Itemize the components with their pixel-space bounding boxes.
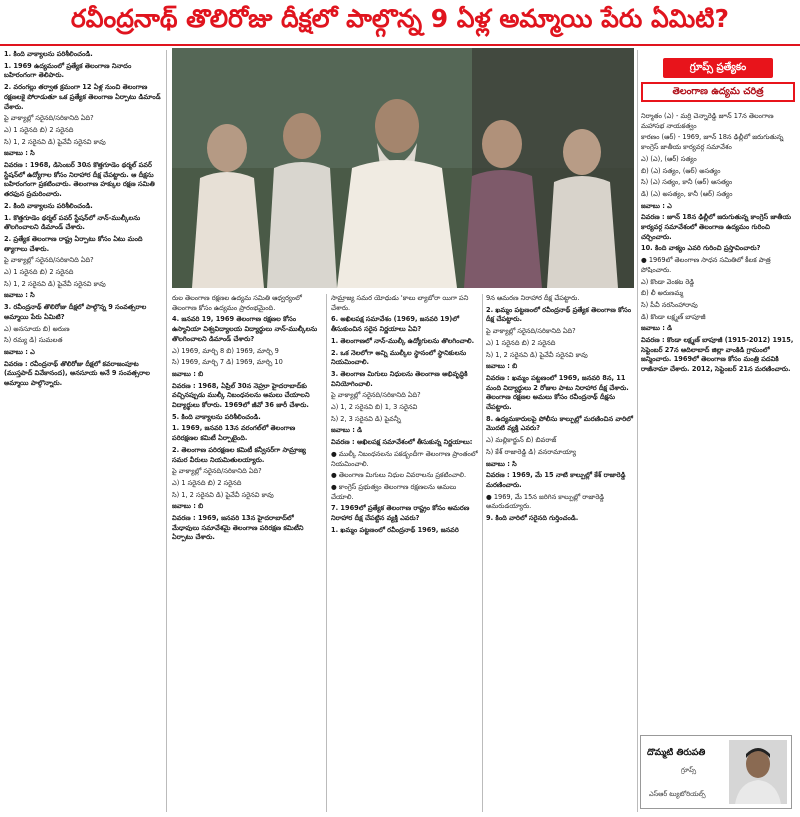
article-paragraph: వివరణ : రవీంద్రనాథ్ తొలిరోజు దీక్షలో కవరాజంపూట (ముస్తపాద్ వివేకానంద), అనసూయ అనే 9 సంవత్సరాల అమ్మాయి పాల్గొన్నారు. bbox=[4, 359, 150, 388]
article-paragraph: జవాబు : ఎ bbox=[4, 347, 35, 356]
column-2 bbox=[172, 294, 322, 812]
article-paragraph: సి) (ఎ) సత్యం, కానీ (ఆర్) అసత్యం bbox=[641, 178, 733, 187]
article-paragraph: 1. కొత్తగూడెం థర్మల్ పవర్ స్టేషన్‌లో నాన్-ముల్కీలను తొలగించాలని డిమాండ్ చేశారు. bbox=[4, 213, 141, 232]
article-paragraph: వివరణ : 1968, డిసెంబర్ 30న కొత్తగూడెం థర్మల్ పవర్ స్టేషన్‌లో ఉద్యోగాల కోసం నిరాహార దీక్ష చేపట్టారు. ఆ దీక్షను బహిరంగంగా ప్రకటించారు. తెలంగాణ హక్కుల రక్షణ సమితి తరఫున ప్రచురించారు. bbox=[4, 161, 155, 199]
article-paragraph: జవాబు : సి bbox=[4, 291, 35, 300]
article-paragraph: 9. కింది వారిలో సరైనది గుర్తించండి. bbox=[486, 514, 579, 523]
badge-label: గ్రూప్స్ ప్రత్యేకం bbox=[663, 58, 773, 78]
article-paragraph: ఎ) మల్లికార్జున్ బి) బివరాజ్ bbox=[486, 436, 557, 445]
article-paragraph: సి) 1969, మార్చి 7 డి) 1969, మార్చి 10 bbox=[172, 358, 283, 367]
article-paragraph: 2. వరంగల్లు తర్వాత క్రమంగా 12 ఏళ్ల నుంచి తెలంగాణ రక్షణలకై పోరాడుతూ ఒక ప్రత్యేక తెలంగాణ ఏర్పాటు డిమాండ్ చేశారు. bbox=[4, 83, 161, 111]
article-paragraph: పై వాక్యాల్లో సరైనది/సరికానిది ఏది? bbox=[331, 391, 421, 400]
column-divider bbox=[326, 294, 327, 812]
article-paragraph: ఎ) 1, 2 సరైనవి బి) 1, 3 సరైనవి bbox=[331, 403, 418, 412]
column-5 bbox=[641, 112, 795, 730]
column-1 bbox=[4, 50, 162, 812]
article-paragraph: 3. తెలంగాణ మిగులు నిధులను తెలంగాణ అభివృద్ధికి వినియోగించాలి. bbox=[331, 369, 468, 388]
author-organization: ఎస్ఆర్ ట్యుటోరియల్స్ bbox=[649, 790, 706, 798]
article-paragraph: జవాబు : బి bbox=[172, 369, 204, 378]
article-paragraph: ● 1969, మే 15న జరిగిన కాల్పుల్లో రాజారెడ్డి అమరుడయ్యారు. bbox=[486, 492, 605, 511]
article-paragraph: జవాబు : బి bbox=[172, 502, 204, 511]
article-paragraph: 4. జనవరి 19, 1969 తెలంగాణ రక్షణల కోసం ఉస్మానియా విశ్వవిద్యాలయ విద్యార్థులు నాన్-ముల్కీలను తొలగించాలని డిమాండ్ చేశారు? bbox=[172, 315, 318, 343]
article-paragraph: ఎ) కొండా వెంకట రెడ్డి bbox=[641, 277, 695, 286]
column-divider bbox=[637, 50, 638, 812]
article-paragraph: 1. 1969, జనవరి 13న వరంగల్‌లో తెలంగాణ పరిరక్షణల కమిటీ ఏర్పాటైంది. bbox=[172, 424, 296, 443]
article-paragraph: 6. అఖిలపక్ష సమావేశం (1969, జనవరి 19)లో తీసుకుంచిన సరైన నిర్ణయాలు ఏవి? bbox=[331, 315, 460, 334]
article-paragraph: ● తెలంగాణ మిగులు నిధుల వివరాలను ప్రకటించాలి. bbox=[331, 471, 467, 480]
article-paragraph: 2. ఒక నెలలోగా అన్ని ముల్కీల స్థానంలో స్థానికులను నియమించాలి. bbox=[331, 348, 467, 367]
article-paragraph: జవాబు : సి bbox=[486, 459, 517, 468]
article-paragraph: సి) పీవీ నరసింహారావు bbox=[641, 300, 698, 309]
article-paragraph: పై వాక్యాల్లో సరైనది/సరికానిది ఏది? bbox=[172, 467, 262, 476]
article-paragraph: ఎ) 1969, మార్చి 8 బి) 1969, మార్చి 9 bbox=[172, 346, 279, 355]
article-paragraph: 1. కింది వాక్యాలను పరిశీలించండి. bbox=[4, 50, 93, 58]
article-paragraph: జవాబు : బి bbox=[486, 362, 518, 371]
article-paragraph: ఎ) 1 సరైనది బి) 2 సరైనది bbox=[172, 478, 242, 487]
article-paragraph: 1. తెలంగాణలో నాన్-ముల్కీ ఉద్యోగులను తొలగించాలి. bbox=[331, 336, 475, 345]
article-paragraph: 10. కింది వాక్యం ఎవరి గురించి ప్రస్తావించారు? bbox=[641, 244, 761, 253]
article-paragraph: వివరణ : 1969, మే 15 నాటి కాల్పుల్లో కేశ్ రాజారెడ్డి మరణించారు. bbox=[486, 471, 626, 489]
article-paragraph: రుల తెలంగాణ రక్షణల ఉద్యమ సమితి ఆధ్వర్యంలో తెలంగాణ కోసం ఉద్యమం ప్రారంభమైంది. bbox=[172, 294, 302, 312]
article-paragraph: ఎ) 1 సరైనది బి) 2 సరైనది bbox=[4, 125, 74, 134]
author-byline bbox=[640, 735, 792, 809]
groups-special-badge bbox=[641, 58, 795, 104]
article-paragraph: 5. కింది వాక్యాలను పరిశీలించండి. bbox=[172, 412, 261, 421]
article-paragraph: సి) రమ్య డి) సుమలత bbox=[4, 336, 63, 345]
column-3 bbox=[331, 294, 479, 812]
article-paragraph: జవాబు : డి bbox=[641, 324, 673, 333]
column-4 bbox=[486, 294, 634, 812]
article-paragraph: సి) 1, 2 సరైనవి డి) పైవేవీ సరైనవి కావు bbox=[172, 490, 274, 499]
article-paragraph: డి) కొండా లక్ష్మణ్ బాపూజీ bbox=[641, 312, 706, 321]
article-paragraph: జవాబు : సి bbox=[4, 149, 35, 158]
article-paragraph: బి) (ఎ) సత్యం, (ఆర్) అసత్యం bbox=[641, 166, 721, 175]
author-photo bbox=[729, 740, 787, 804]
article-paragraph: వివరణ : 1969, జనవరి 13న హైదరాబాద్‌లో మేధావులు సమావేశమై తెలంగాణ పరిరక్షణ కమిటీని ఏర్పాటు చేశారు. bbox=[172, 514, 304, 542]
article-paragraph: డి) (ఎ) అసత్యం, కానీ (ఆర్) సత్యం bbox=[641, 189, 733, 198]
article-paragraph: సామ్రాజ్య సమర యోధుడు 'కాలు ల్యాబోరా యిగా పని చేశారు. bbox=[331, 294, 469, 312]
article-paragraph: ఎ) అనసూయ బి) అరుణ bbox=[4, 324, 70, 333]
article-paragraph: పై వాక్యాల్లో సరైనది/సరికానిది ఏది? bbox=[4, 256, 94, 265]
article-paragraph: పై వాక్యాల్లో సరైనది/సరికానిది ఏది? bbox=[486, 327, 576, 336]
article-paragraph: సి) 1, 2 సరైనవి డి) పైవేవీ సరైనవి కావు bbox=[486, 350, 588, 359]
article-paragraph: వివరణ : 1968, ఏప్రిల్ 30న నెహ్రూ హైదరాబాద్‌కు వచ్చినప్పుడు ముల్కీ నిబంధనలను అమలు చేయాలని విద్యార్థులు కోరారు. 1969లో జీవో 36 జారీ చేశారు. bbox=[172, 381, 310, 410]
article-paragraph: 9న ఆమరణ నిరాహార దీక్ష చేపట్టారు. bbox=[486, 294, 580, 302]
article-paragraph: 7. 1969లో ప్రత్యేక తెలంగాణ రాష్ట్రం కోసం ఆమరణ నిరాహార దీక్ష చేపట్టిన వ్యక్తి ఎవరు? bbox=[331, 504, 470, 523]
article-paragraph: సి) కేశ్ రాజారెడ్డి డి) వనరామాయ్యా bbox=[486, 447, 576, 456]
article-paragraph: సి) 1, 2 సరైనవి డి) పైవేవీ సరైనవి కావు bbox=[4, 137, 106, 146]
article-paragraph: 2. తెలంగాణ పరిరక్షణల కమిటీ కన్వీనర్‌గా సామ్రాజ్య సమర వీరులు నియమితులయ్యారు. bbox=[172, 445, 306, 464]
article-paragraph: 1. ఖమ్మం పట్టణంలో రవీంద్రనాథ్ 1969, జనవరి bbox=[331, 525, 459, 534]
article-paragraph: ● ముల్కీ నిబంధనలను పకడ్బందీగా తెలంగాణ ప్రాంతంలో నియమించాలి. bbox=[331, 449, 478, 468]
article-paragraph: ● 1969లో తెలంగాణ సాధన సమితిలో కీలక పాత్ర పోషించారు. bbox=[641, 256, 771, 274]
article-paragraph: వివరణ : జూన్ 18న ఢిల్లీలో జరుగుతున్న కాంగ్రెస్ జాతీయ కార్యవర్గ సమావేశంలో తెలంగాణ ఉద్యమం గురించి చర్చించారు. bbox=[641, 213, 791, 241]
article-paragraph: సి) 1, 2 సరైనవి డి) పైవేవీ సరైనవి కావు bbox=[4, 279, 106, 288]
article-paragraph: వివరణ : కొండా లక్ష్మణ్ బాపూజీ (1915-2012) 1915, సెప్టెంబర్ 27న ఆదిలాబాద్ జిల్లా వాంకిడి గ్రామంలో జన్మించారు. 1969లో తెలంగాణ కోసం మంత్రి పదవికి రాజీనామా చేశారు. 2012, సెప్టెంబర్ 21న మరణించారు. bbox=[641, 336, 794, 374]
article-paragraph: కారణం (ఆర్) - 1969, జూన్ 18న ఢిల్లీలో జరుగుతున్న కాంగ్రెస్ జాతీయ కార్యవర్గ సమావేశం bbox=[641, 133, 784, 152]
article-paragraph: ఎ) (ఎ), (ఆర్) సత్యం bbox=[641, 154, 697, 163]
historical-photo bbox=[172, 48, 634, 288]
column-divider bbox=[166, 50, 167, 812]
article-paragraph: 3. రవీంద్రనాథ్ తొలిరోజు దీక్షలో పాల్గొన్న 9 సంవత్సరాల అమ్మాయి పేరు ఏమిటి? bbox=[4, 303, 147, 321]
article-paragraph: 8. ఉద్యమకారులపై పోలీసు కాల్పుల్లో మరణించిన వారిలో మొదటి వ్యక్తి ఎవరు? bbox=[486, 414, 633, 433]
article-paragraph: పై వాక్యాల్లో సరైనది/సరికానిది ఏది? bbox=[4, 114, 94, 123]
article-paragraph: బి) లీ అరుణమ్మ bbox=[641, 289, 684, 298]
headline: రవీంద్రనాథ్ తొలిరోజు దీక్షలో పాల్గొన్న 9 ఏళ్ల అమ్మాయి పేరు ఏమిటి? bbox=[0, 0, 800, 46]
author-name: దొమ్మటి తిరుపతి bbox=[647, 748, 706, 758]
article-paragraph: 2. ప్రత్యేక తెలంగాణ రాష్ట్ర ఏర్పాటు కోసం ఏటు మంది త్యాగాలు చేశారు. bbox=[4, 234, 143, 253]
article-paragraph: 2. కింది వాక్యాలను పరిశీలించండి. bbox=[4, 201, 93, 210]
article-paragraph: సి) 2, 3 సరైనవి డి) పైవన్నీ bbox=[331, 414, 401, 423]
article-paragraph: 1. 1969 ఉద్యమంలో ప్రత్యేక తెలంగాణ నినాదం బహిరంగంగా తెలిపారు. bbox=[4, 61, 132, 80]
author-role: గ్రూప్స్ bbox=[681, 766, 697, 774]
article-paragraph: జవాబు : ఎ bbox=[641, 201, 672, 210]
article-paragraph: వివరణ : ఖమ్మం పట్టణంలో 1969, జనవరి 8న, 11 మంది విద్యార్థులు 2 రోజుల పాటు నిరాహార దీక్ష చేశారు. తెలంగాణ రక్షణల అమలు కోసం రవీంద్రనాథ్ దీక్షను చేపట్టారు. bbox=[486, 373, 629, 412]
column-divider bbox=[482, 294, 483, 812]
article-paragraph: వివరణ : అఖిలపక్ష సమావేశంలో తీసుకున్న నిర్ణయాలు: bbox=[331, 438, 473, 447]
article-paragraph: 2. ఖమ్మం పట్టణంలో రవీంద్రనాథ్ ప్రత్యేక తెలంగాణ కోసం దీక్ష చేపట్టారు. bbox=[486, 305, 632, 324]
group-photo-illustration bbox=[172, 48, 634, 288]
article-paragraph: నిర్మాతం (ఎ) - మర్రి చెన్నారెడ్డి జూన్ 17న తెలంగాణ మహాసభ నాయకత్వం bbox=[641, 112, 774, 130]
article-paragraph: ఎ) 1 సరైనది బి) 2 సరైనది bbox=[486, 338, 556, 347]
article-paragraph: జవాబు : డి bbox=[331, 426, 363, 435]
badge-subtitle: తెలంగాణ ఉద్యమ చరిత్ర bbox=[641, 82, 795, 102]
article-paragraph: ● కాంగ్రెస్ ప్రభుత్వం తెలంగాణ రక్షణలను అమలు చేయాలి. bbox=[331, 482, 457, 501]
article-paragraph: ఎ) 1 సరైనది బి) 2 సరైనది bbox=[4, 268, 74, 277]
